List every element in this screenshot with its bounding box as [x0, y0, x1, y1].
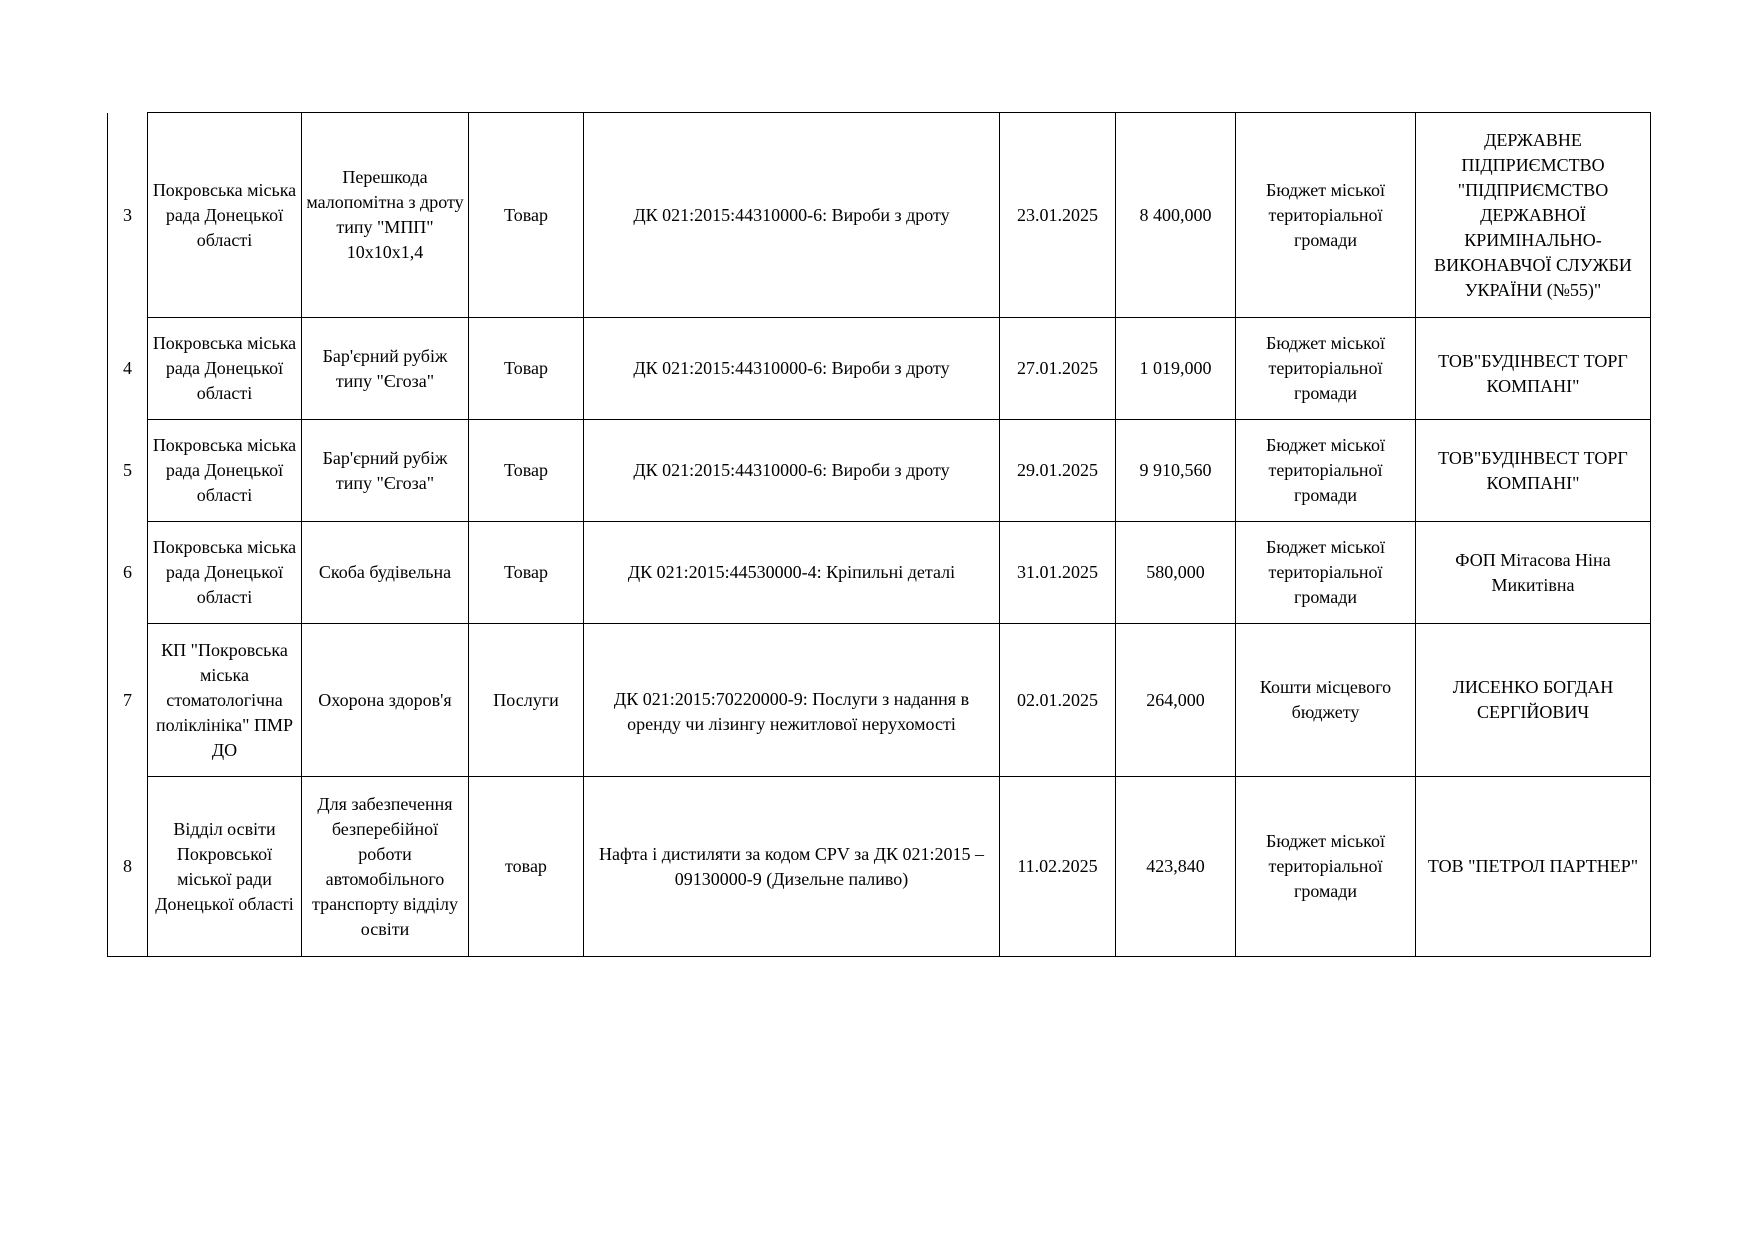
amount-cell: 9 910,560	[1116, 420, 1236, 522]
customer-cell: КП "Покровська міська стоматологічна поліклініка" ПМР ДО	[148, 624, 302, 777]
row-number: 8	[108, 777, 148, 957]
cpv-cell: ДК 021:2015:44310000-6: Вироби з дроту	[584, 113, 1000, 318]
date-cell: 31.01.2025	[1000, 522, 1116, 624]
cpv-cell: ДК 021:2015:44530000-4: Кріпильні деталі	[584, 522, 1000, 624]
funding-cell: Кошти місцевого бюджету	[1236, 624, 1416, 777]
subject-cell: Скоба будівельна	[302, 522, 469, 624]
customer-cell: Відділ освіти Покровської міської ради Донецької області	[148, 777, 302, 957]
date-cell: 27.01.2025	[1000, 318, 1116, 420]
date-cell: 11.02.2025	[1000, 777, 1116, 957]
subject-cell: Охорона здоров'я	[302, 624, 469, 777]
customer-cell: Покровська міська рада Донецької області	[148, 522, 302, 624]
table-row	[108, 777, 1651, 957]
type-cell: Товар	[469, 318, 584, 420]
customer-cell: Покровська міська рада Донецької області	[148, 420, 302, 522]
supplier-cell: ФОП Мітасова Ніна Микитівна	[1416, 522, 1651, 624]
funding-cell: Бюджет міської територіальної громади	[1236, 522, 1416, 624]
row-number: 5	[108, 420, 148, 522]
table-row	[108, 522, 1651, 624]
supplier-cell: ТОВ "ПЕТРОЛ ПАРТНЕР"	[1416, 777, 1651, 957]
supplier-cell: ТОВ"БУДІНВЕСТ ТОРГ КОМПАНІ"	[1416, 318, 1651, 420]
date-cell: 02.01.2025	[1000, 624, 1116, 777]
supplier-cell: ТОВ"БУДІНВЕСТ ТОРГ КОМПАНІ"	[1416, 420, 1651, 522]
funding-cell: Бюджет міської територіальної громади	[1236, 420, 1416, 522]
table-row	[108, 113, 1651, 318]
row-number: 6	[108, 522, 148, 624]
subject-cell: Перешкода малопомітна з дроту типу "МПП" 10х10х1,4	[302, 113, 469, 318]
supplier-cell: ЛИСЕНКО БОГДАН СЕРГІЙОВИЧ	[1416, 624, 1651, 777]
row-number: 4	[108, 318, 148, 420]
table-row	[108, 420, 1651, 522]
funding-cell: Бюджет міської територіальної громади	[1236, 777, 1416, 957]
subject-cell: Для забезпечення безперебійної роботи автомобільного транспорту відділу освіти	[302, 777, 469, 957]
amount-cell: 423,840	[1116, 777, 1236, 957]
customer-cell: Покровська міська рада Донецької області	[148, 113, 302, 318]
subject-cell: Бар'єрний рубіж типу "Єгоза"	[302, 318, 469, 420]
amount-cell: 1 019,000	[1116, 318, 1236, 420]
cpv-cell: ДК 021:2015:44310000-6: Вироби з дроту	[584, 318, 1000, 420]
table-row	[108, 624, 1651, 777]
supplier-cell: ДЕРЖАВНЕ ПІДПРИЄМСТВО "ПІДПРИЄМСТВО ДЕРЖАВНОЇ КРИМІНАЛЬНО-ВИКОНАВЧОЇ СЛУЖБИ УКРАЇНИ (№55)"	[1416, 113, 1651, 318]
row-number: 7	[108, 624, 148, 777]
procurement-table	[107, 112, 1651, 957]
table-row	[108, 318, 1651, 420]
date-cell: 23.01.2025	[1000, 113, 1116, 318]
row-number: 3	[108, 113, 148, 318]
subject-cell: Бар'єрний рубіж типу "Єгоза"	[302, 420, 469, 522]
funding-cell: Бюджет міської територіальної громади	[1236, 318, 1416, 420]
type-cell: Товар	[469, 113, 584, 318]
cpv-cell: ДК 021:2015:70220000-9: Послуги з надання в оренду чи лізингу нежитлової нерухомості	[584, 624, 1000, 777]
cpv-cell: Нафта і дистиляти за кодом CPV за ДК 021:2015 – 09130000-9 (Дизельне паливо)	[584, 777, 1000, 957]
type-cell: Товар	[469, 420, 584, 522]
funding-cell: Бюджет міської територіальної громади	[1236, 113, 1416, 318]
type-cell: Послуги	[469, 624, 584, 777]
customer-cell: Покровська міська рада Донецької області	[148, 318, 302, 420]
amount-cell: 8 400,000	[1116, 113, 1236, 318]
type-cell: товар	[469, 777, 584, 957]
cpv-cell: ДК 021:2015:44310000-6: Вироби з дроту	[584, 420, 1000, 522]
amount-cell: 264,000	[1116, 624, 1236, 777]
date-cell: 29.01.2025	[1000, 420, 1116, 522]
amount-cell: 580,000	[1116, 522, 1236, 624]
type-cell: Товар	[469, 522, 584, 624]
